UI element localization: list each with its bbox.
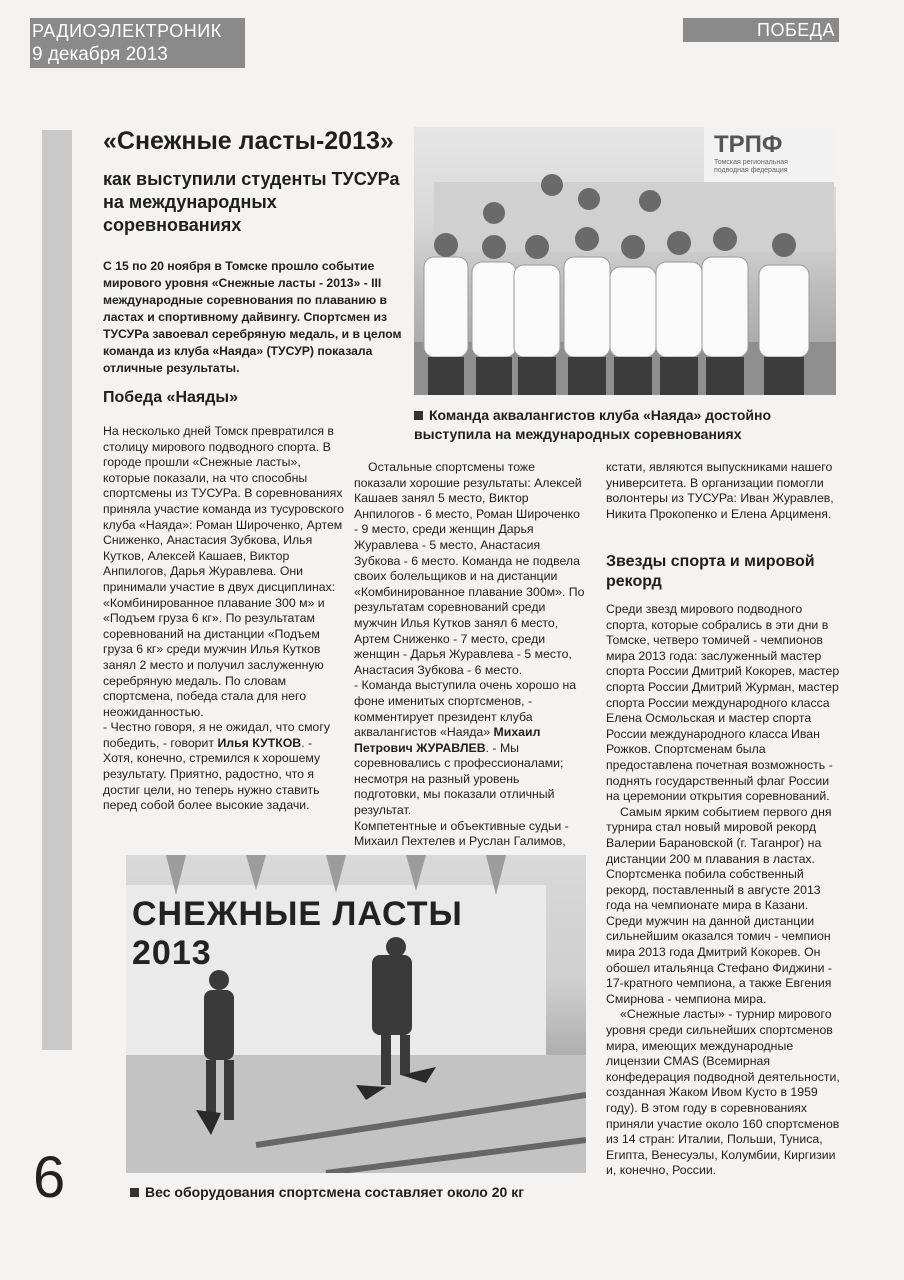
pool-photo-caption-wrap bbox=[130, 1183, 590, 1202]
col1-paragraph: На несколько дней Томск превратился в столицу мирового подводного спорта. В городе прошли «Снежные ласты», которые показали, на что способны спортсмены из ТУСУРа. В соревнованиях приняла участие команда из тусуровского клуба «Наяда»: Роман Широченко, Артем Сниженко, Анастасия Зубкова, Илья Кутков, Алексей Кашаев, Виктор Анпилогов, Дарья Журавлева. Они принимали участие в двух дисциплинах: «Комбинированное плавание 300 м» и «Подъем груза 6 кг». По результатам соревнований на дистанции «Подъем груза 6 кг» среди мужчин Илья Кутков занял 2 место и получил заслуженную серебряную медаль. По словам спортсмена, победа стала для него неожиданностью. bbox=[103, 424, 344, 719]
pool-banner-text: СНЕЖНЫЕ ЛАСТЫ 2013 bbox=[132, 895, 463, 972]
quote-post: . - Хотя, конечно, стремился к хорошему результату. Приятно, радостно, что я достиг цели, но теперь нужно ставить перед собой более высокие задачи. bbox=[103, 735, 321, 813]
section-heading-stars bbox=[606, 552, 842, 592]
decorative-side-bar bbox=[42, 130, 72, 1050]
col2-paragraph-2 bbox=[354, 678, 586, 818]
col3-paragraph-1: кстати, являются выпускниками нашего университета. В организации помогли волонтеры из ТУСУРа: Иван Журавлев, Никита Прокопенко и Елена Арцименя. bbox=[606, 460, 834, 521]
column-3-body bbox=[606, 602, 842, 1179]
col3-paragraph-2: Среди звезд мирового подводного спорта, которые собрались в эти дни в Томске, четверо томичей - чемпионов мира 2013 года: заслуженный мастер спорта России Дмитрий Кокорев, мастер спорта России Дмитрий Журман, мастер спорта России международного класса Елена Осмольская и мастер спорта России международного класса Иван Рожков. Спортсменам была предоставлена почетная возможность - поднять государственный флаг России на церемонии открытия соревнований. bbox=[606, 602, 840, 804]
col2-paragraph-3: Компетентные и объективные судьи - Михаил Пехтелев и Руслан Галимов, bbox=[354, 818, 569, 849]
col3-paragraph-3: Самым ярким событием первого дня турнира стал новый мировой рекорд Валерии Барановской (г. Таганрог) на дистанции 200 м плавания в ластах. Спортсменка побила собственный рекорд, поставленный в августе 2013 года на чемпионате мира в Казани. Среди мужчин на данной дистанции сильнейшим оказался томич - чемпион мира 2013 года Дмитрий Кокорев. Он обошел итальянца Стефано Фиджини - 17-кратного чемпиона, а также Евгения Смирнова - чемпиона мира. bbox=[606, 804, 833, 1006]
pool-photo-caption: Вес оборудования спортсмена составляет около 20 кг bbox=[145, 1184, 525, 1200]
publication-name: РАДИОЭЛЕКТРОНИК bbox=[32, 21, 222, 41]
team-photo bbox=[414, 127, 836, 395]
issue-date: 9 декабря 2013 bbox=[32, 44, 168, 65]
col2-paragraph-1: Остальные спортсмены тоже показали хорошие результаты: Алексей Кашаев занял 5 место, Виктор Анпилогов - 6 место, Роман Широченко - 9 место, среди женщин Дарья Журавлева - 5 место, Анастасия Зубкова - 6 место. Команда не подвела своих болельщиков и на дистанции «Комбинированное плавание 300м». По результатам соревнований среди мужчин Илья Кутков занял 6 место, Артем Сниженко - 7 место, среди женщин - Дарья Журавлева - 5 место, Анастасия Зубкова - 6 место. bbox=[354, 460, 585, 677]
header-publication-block bbox=[30, 18, 245, 68]
team-photo-caption: Команда аквалангистов клуба «Наяда» достойно выступила на международных соревнованиях bbox=[414, 407, 772, 442]
article-subtitle: как выступили студенты ТУСУРа на международных соревнованиях bbox=[103, 169, 400, 235]
team-banner-logo: ТРПФ bbox=[714, 131, 783, 158]
article-title: «Снежные ласты-2013» bbox=[103, 127, 394, 155]
team-photo-caption-wrap bbox=[414, 406, 834, 444]
caption-bullet-icon bbox=[414, 411, 423, 420]
quote-pre: - Честно говоря, я не ожидал, что смогу победить, - говорит bbox=[103, 720, 331, 750]
quote-name: Илья КУТКОВ bbox=[217, 735, 302, 750]
comment-post: . - Мы соревновались с профессионалами; несмотря на разный уровень подготовки, мы показали отличный результат. bbox=[354, 740, 564, 818]
pool-photo bbox=[126, 855, 586, 1173]
heading-text: Звезды спорта и мировой рекорд bbox=[606, 553, 815, 590]
section-name: ПОБЕДА bbox=[757, 20, 835, 40]
col3-paragraph-4: «Снежные ласты» - турнир мирового уровня среди сильнейших спортсменов мира, имеющих международные лицензии CMAS (Всемирная конфедерация подводной деятельности, созданная Жаком Ивом Кусто в 1959 году). В этом году в соревнованиях приняли участие около 160 спортсменов из 14 стран: Италии, Польши, Туниса, Египта, Венесуэлы, Колумбии, Киргизии и, конечно, России. bbox=[606, 1007, 840, 1178]
caption-bullet-icon bbox=[130, 1188, 139, 1197]
section-heading-victory bbox=[103, 388, 403, 408]
heading-text: Победа «Наяды» bbox=[103, 389, 238, 406]
col1-quote bbox=[103, 720, 345, 814]
column-1 bbox=[103, 424, 345, 814]
page-number: 6 bbox=[33, 1145, 66, 1210]
column-3 bbox=[606, 460, 842, 522]
comment-pre: - Команда выступила очень хорошо на фоне именитых спортсменов, - комментирует президент клуба аквалангистов «Наяда» bbox=[354, 678, 577, 740]
article-lead: С 15 по 20 ноября в Томске прошло событие мирового уровня «Снежные ласты - 2013» - III международные соревнования по плаванию в ластах и спортивному дайвингу. Спортсмен из ТУСУРа завоевал серебряную медаль, и в целом команда из клуба «Наяда» (ТУСУР) показала отличные результаты. bbox=[103, 259, 402, 375]
column-2 bbox=[354, 460, 586, 850]
header-section-block bbox=[683, 18, 839, 42]
team-banner-subtitle: Томская региональная подводная федерация bbox=[714, 159, 788, 174]
comment-name: Михаил Петрович ЖУРАВЛЕВ bbox=[354, 725, 541, 755]
